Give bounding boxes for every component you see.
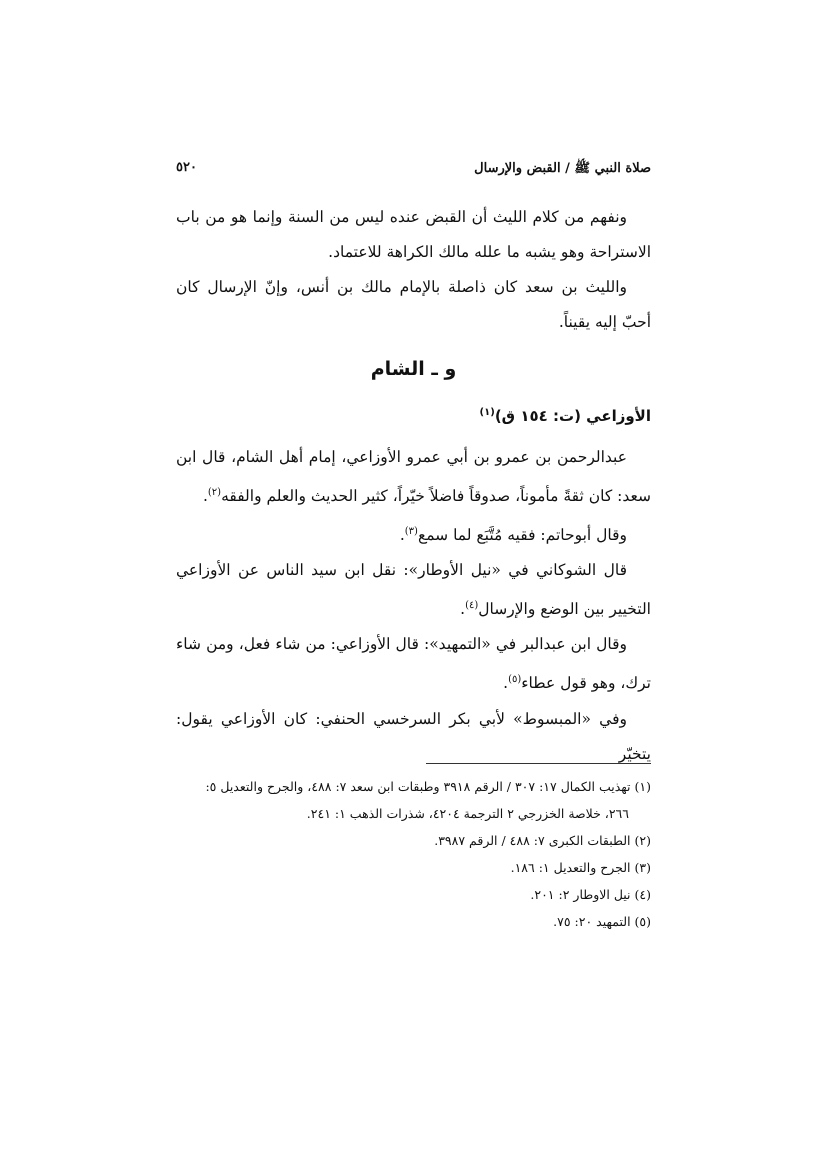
paragraph: والليث بن سعد كان ذاصلة بالإمام مالك بن أنس، وإنّ الإرسال كان أحبّ إليه يقيناً. [176, 278, 651, 331]
footnote-ref: (١) [479, 407, 495, 418]
footnote: (٤) نيل الاوطار ٢: ٢٠١. [530, 887, 651, 902]
paragraph-end: . [503, 674, 509, 693]
paragraph [176, 440, 651, 514]
paragraph-text: عبدالرحمن بن عمرو بن أبي عمرو الأوزاعي، إمام أهل الشام، قال ابن سعد: كان ثقةً مأموناً، صدوقاً فاضلاً خيّراً، كثير الحديث والعلم والفقه [176, 448, 651, 506]
footnote-continuation: ٢٦٦، خلاصة الخزرجي ٢ الترجمة ٤٢٠٤، شذرات الذهب ١: ٢٤١. [306, 806, 629, 821]
footnote-text: (١) تهذيب الكمال ١٧: ٣٠٧ / الرقم ٣٩١٨ وطبقات ابن سعد ٧: ٤٨٨، والجرح والتعديل ٥: [205, 779, 651, 794]
paragraph-end: . [202, 487, 208, 506]
footnote: (٣) الجرح والتعديل ١: ١٨٦. [510, 860, 651, 875]
footnote-divider [426, 763, 651, 764]
footnotes [176, 773, 651, 935]
paragraph [176, 514, 651, 553]
footnote [176, 773, 651, 827]
page-number: ٥٢٠ [176, 160, 197, 175]
running-title: صلاة النبي ﷺ / القبض والإرسال [474, 161, 651, 176]
paragraph [176, 553, 651, 627]
footnote-ref: (٢) [207, 487, 222, 498]
page-header [176, 160, 651, 186]
body-text [176, 200, 651, 772]
paragraph-end: . [399, 526, 405, 545]
paragraph: ونفهم من كلام الليث أن القبض عنده ليس من السنة وإنما هو من باب الاستراحة وهو يشبه ما علله مالك الكراهة للاعتماد. [176, 208, 651, 261]
paragraph-text: قال الشوكاني في «نيل الأوطار»: نقل ابن سيد الناس عن الأوزاعي التخيير بين الوضع والإرسال [176, 561, 651, 619]
subheading [176, 395, 651, 434]
paragraph [176, 627, 651, 701]
section-heading: و ـ الشام [370, 358, 457, 380]
subheading-text: الأوزاعي (ت: ١٥٤ ق) [494, 407, 651, 425]
footnote: (٥) التمهيد ٢٠: ٧٥. [553, 914, 651, 929]
paragraph-text: وقال ابن عبدالبر في «التمهيد»: قال الأوزاعي: من شاء فعل، ومن شاء ترك، وهو قول عطاء [176, 635, 651, 693]
paragraph: وفي «المبسوط» لأبي بكر السرخسي الحنفي: كان الأوزاعي يقول: يتخيّر [176, 709, 651, 763]
paragraph-text: وقال أبوحاتم: فقيه مُتَّبَع لما سمع [417, 526, 627, 545]
footnote-ref: (٥) [508, 674, 522, 686]
footnote: (٢) الطبقات الكبرى ٧: ٤٨٨ / الرقم ٣٩٨٧. [434, 833, 651, 848]
footnote-ref: (٤) [465, 600, 479, 612]
paragraph-end: . [460, 600, 466, 619]
footnote-ref: (٣) [404, 526, 418, 538]
